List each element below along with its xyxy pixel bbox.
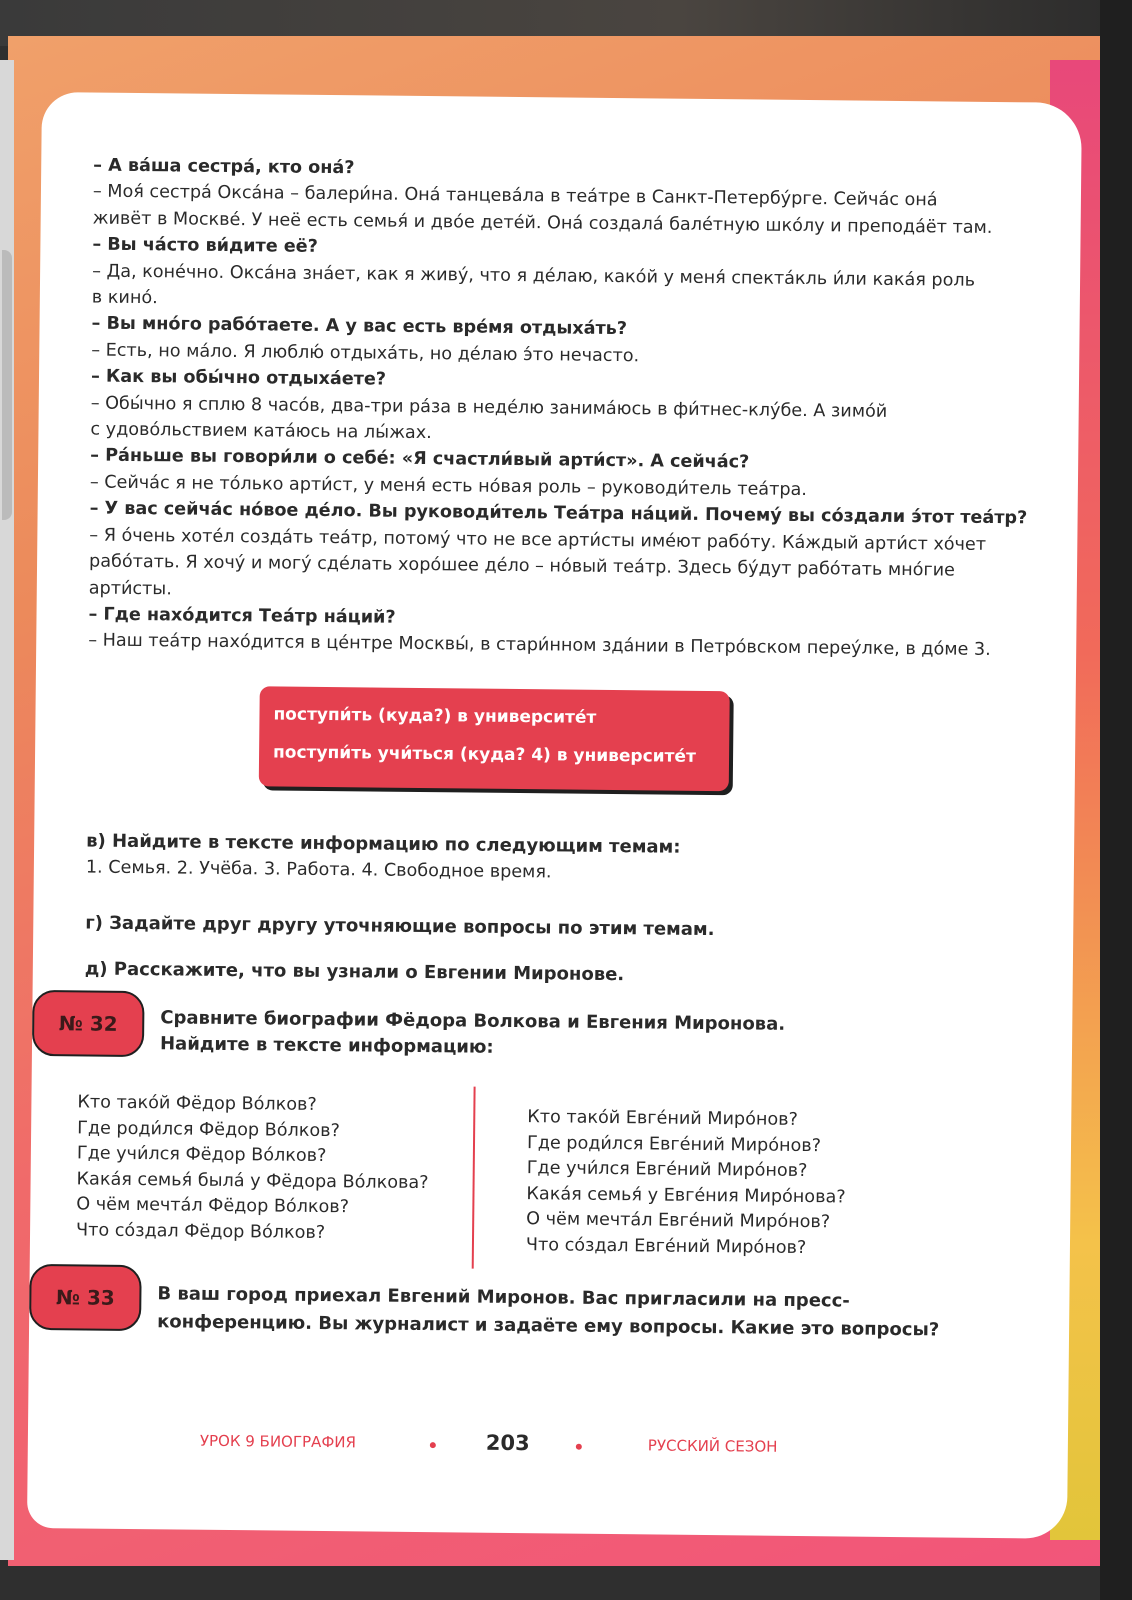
exercise-32-title-2: Найдите в тексте информацию: (159, 1033, 494, 1058)
footer-lesson: УРОК 9 БИОГРАФИЯ (199, 1431, 357, 1452)
interview-answer: – Сейча́с я не то́лько арти́ст, у меня́ есть но́вая роль – руководи́тель теа́тра. (89, 472, 808, 500)
column-divider (472, 1087, 476, 1269)
interview-question: – У вас сейча́с но́вое де́ло. Вы руководи́тель Теа́тра на́ций. Почему́ вы со́здали э́тот теа́тр? (89, 498, 1028, 529)
interview-answer: – Обы́чно я сплю 8 часо́в, два-три ра́за в неде́лю занима́юсь в фи́тнес-клу́бе. А зимо́й (90, 393, 888, 422)
left-page-edge (0, 60, 14, 1560)
interview-answer: живёт в Москве́. У неё есть семья́ и дво́е дете́й. Она́ создала́ бале́тную шко́лу и препода́ёт там. (92, 208, 993, 238)
rule-line-2: поступи́ть учи́ться (куда? 4) в университе́т (272, 742, 696, 767)
textbook-page (27, 92, 1082, 1539)
interview-dialog (88, 153, 1028, 664)
question-line: Кто тако́й Евге́ний Миро́нов? (527, 1107, 798, 1130)
grammar-rule-box (259, 686, 730, 791)
exercise-32-title-1: Сравните биографии Фёдора Волкова и Евгения Миронова. (160, 1007, 786, 1035)
task-v (86, 831, 1026, 888)
left-page-tab (2, 250, 12, 520)
task-d-title: д) Расскажите, что вы узнали о Евгении Миронове. (84, 958, 625, 986)
interview-answer: с удово́льствием ката́юсь на лы́жах. (90, 419, 432, 444)
question-line: Где роди́лся Евге́ний Миро́нов? (526, 1132, 822, 1156)
question-line: Что со́здал Фёдор Во́лков? (75, 1219, 326, 1243)
page-number: 203 (485, 1430, 530, 1456)
interview-answer: – Есть, но ма́ло. Я люблю́ отдыха́ть, но де́лаю э́то нечасто. (91, 340, 640, 367)
footer-dot (576, 1444, 582, 1450)
interview-answer: – Наш теа́тр нахо́дится в це́нтре Москвы́, в стари́нном зда́нии в Петро́вском переу́лке, в до́ме 3. (88, 630, 991, 661)
interview-question: – Ра́ньше вы говори́ли о себе́: «Я счастли́вый арти́ст». А сейча́с? (90, 445, 750, 473)
mironov-questions (526, 1105, 847, 1261)
dialog-lines (88, 153, 1028, 664)
question-line: Кака́я семья́ у Евге́ния Миро́нова? (526, 1183, 846, 1207)
interview-question: – Как вы обы́чно отдыха́ете? (90, 366, 387, 390)
question-line: О чём мечта́л Евге́ний Миро́нов? (526, 1209, 831, 1233)
interview-question: – Где нахо́дится Теа́тр на́ций? (88, 604, 396, 628)
volkov-questions (76, 1090, 430, 1247)
task-g (85, 912, 1025, 943)
task-v-text: 1. Семья. 2. Учёба. 3. Работа. 4. Свободное время. (85, 857, 552, 883)
interview-answer: в кино́. (91, 287, 158, 309)
interview-question: – Вы ча́сто ви́дите её? (92, 234, 318, 258)
interview-answer: рабо́тать. Я хочу́ и могу́ сде́лать хоро́шее де́ло – но́вый теа́тр. Здесь бу́дут рабо́тать мно́гие (88, 551, 956, 581)
interview-answer: – Я о́чень хоте́л созда́ть теа́тр, потому́ что не все арти́сты име́ют рабо́ту. Ка́ждый арти́ст хо́чет (89, 525, 987, 555)
question-line: Где учи́лся Фёдор Во́лков? (76, 1143, 327, 1167)
task-v-title: в) Найдите в тексте информацию по следующим темам: (86, 830, 681, 858)
interview-answer: – Да, коне́чно. Окса́на зна́ет, как я живу́, что я де́лаю, како́й у меня́ спекта́кль и́ли кака́я роль (92, 261, 976, 291)
interview-question: – Вы мно́го рабо́таете. А у вас есть вре́мя отдыха́ть? (91, 313, 628, 340)
footer-book-title: РУССКИЙ СЕЗОН (647, 1436, 778, 1456)
interview-answer: арти́сты. (88, 578, 172, 599)
rule-line-1: поступи́ть (куда?) в университе́т (273, 704, 597, 728)
question-line: Что со́здал Евге́ний Миро́нов? (525, 1234, 807, 1258)
scan-dark-edge (1100, 0, 1132, 1600)
interview-answer: – Моя́ сестра́ Окса́на – балери́на. Она́ танцева́ла в теа́тре в Санкт-Петербу́рге. Сейча́с она́ (92, 181, 938, 211)
question-line: Кто тако́й Фёдор Во́лков? (77, 1092, 317, 1115)
exercise-32-badge: № 32 (32, 990, 145, 1057)
page-footer (28, 1430, 1068, 1456)
question-line: О чём мечта́л Фёдор Во́лков? (76, 1194, 350, 1218)
question-line: Где учи́лся Евге́ний Миро́нов? (526, 1158, 808, 1182)
question-line: Где роди́лся Фёдор Во́лков? (77, 1117, 341, 1141)
exercise-33-badge: № 33 (29, 1264, 142, 1331)
interview-question: – А ва́ша сестра́, кто она́? (93, 155, 355, 179)
exercise-33-title-2: конференцию. Вы журналист и задаёте ему вопросы. Какие это вопросы? (157, 1311, 940, 1341)
footer-dot (430, 1442, 436, 1448)
task-g-title: г) Задайте друг другу уточняющие вопросы по этим темам. (85, 912, 715, 941)
task-d (85, 958, 1025, 989)
exercise-33-title-1: В ваш город приехал Евгений Миронов. Вас пригласили на пресс- (157, 1283, 850, 1312)
question-line: Кака́я семья́ была́ у Фёдора Во́лкова? (76, 1168, 429, 1193)
